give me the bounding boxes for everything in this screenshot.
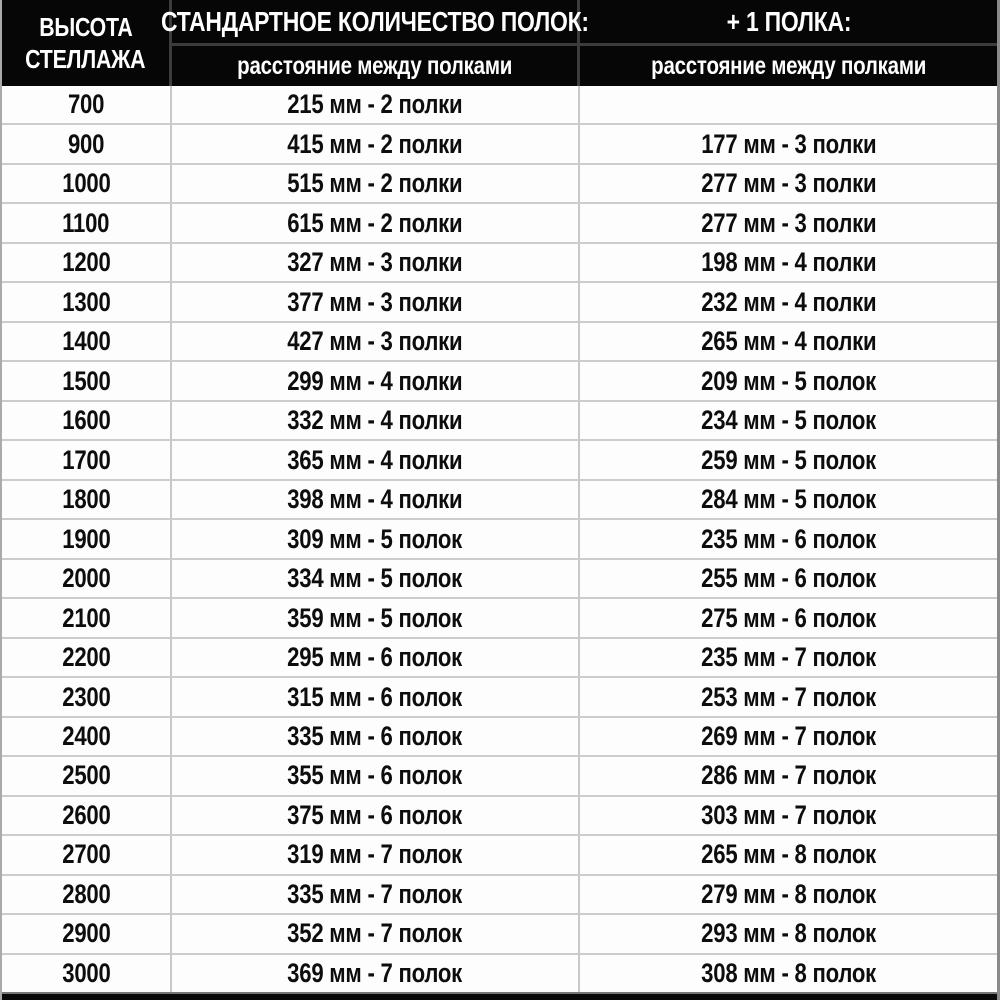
plus-one-spacing-cell <box>580 876 997 913</box>
standard-spacing-cell <box>172 362 580 399</box>
rack-height-value: 1200 <box>61 247 111 278</box>
table-row <box>2 165 997 204</box>
standard-spacing-value: 352 мм - 7 полок <box>287 918 463 949</box>
rack-height-cell <box>2 876 172 913</box>
plus-one-spacing-value: 255 мм - 6 полок <box>701 563 876 594</box>
table-row <box>2 86 997 125</box>
plus-one-spacing-value: 303 мм - 7 полок <box>701 799 876 830</box>
rack-height-value: 1900 <box>61 523 111 554</box>
standard-spacing-cell <box>172 836 580 873</box>
standard-spacing-value: 427 мм - 3 полки <box>287 326 463 357</box>
rack-height-cell <box>2 323 172 360</box>
rack-height-cell <box>2 599 172 636</box>
rack-height-value: 900 <box>67 128 105 159</box>
plus-one-spacing-value: 232 мм - 4 полки <box>700 286 877 317</box>
standard-spacing-cell <box>172 678 580 715</box>
plus-one-spacing-cell <box>580 481 997 518</box>
table-row <box>2 876 997 915</box>
standard-spacing-value: 377 мм - 3 полки <box>287 286 463 317</box>
rack-height-cell <box>2 441 172 478</box>
rack-height-cell <box>2 283 172 320</box>
rack-height-cell <box>2 718 172 755</box>
table-row <box>2 520 997 559</box>
standard-spacing-value: 335 мм - 7 полок <box>287 878 463 909</box>
standard-spacing-cell <box>172 244 580 281</box>
rack-height-cell <box>2 402 172 439</box>
rack-height-value: 2600 <box>61 799 111 830</box>
standard-spacing-value: 369 мм - 7 полок <box>287 957 463 988</box>
rack-height-cell <box>2 797 172 834</box>
table-row <box>2 125 997 164</box>
standard-spacing-value: 355 мм - 6 полок <box>287 760 463 791</box>
plus-one-spacing-value: 275 мм - 6 полок <box>701 602 876 633</box>
standard-spacing-cell <box>172 204 580 241</box>
plus-one-spacing-cell <box>580 560 997 597</box>
rack-height-value: 1100 <box>62 207 110 238</box>
bottom-cutoff-strip <box>2 992 997 1000</box>
rack-height-value: 2000 <box>61 563 111 594</box>
standard-spacing-value: 327 мм - 3 полки <box>287 247 463 278</box>
plus-one-spacing-value: 253 мм - 7 полок <box>701 681 876 712</box>
standard-spacing-value: 332 мм - 4 полки <box>287 405 463 436</box>
standard-spacing-value: 615 мм - 2 полки <box>287 207 463 238</box>
rack-height-cell <box>2 481 172 518</box>
table-row <box>2 362 997 401</box>
plus-one-spacing-cell <box>580 599 997 636</box>
rack-height-cell <box>2 678 172 715</box>
plus-one-spacing-value: 235 мм - 7 полок <box>701 642 876 673</box>
plus-one-spacing-cell <box>580 797 997 834</box>
plus-one-spacing-value: 269 мм - 7 полок <box>701 720 876 751</box>
standard-spacing-value: 215 мм - 2 полки <box>287 89 463 120</box>
standard-spacing-cell <box>172 797 580 834</box>
rack-height-value: 700 <box>67 89 105 120</box>
rack-height-value: 1400 <box>61 326 111 357</box>
plus-one-spacing-value: 277 мм - 3 полки <box>700 207 877 238</box>
standard-spacing-cell <box>172 520 580 557</box>
table-row <box>2 718 997 757</box>
standard-spacing-cell <box>172 402 580 439</box>
plus-one-spacing-cell <box>580 678 997 715</box>
standard-spacing-value: 334 мм - 5 полок <box>287 563 463 594</box>
rack-height-value: 2400 <box>61 720 111 751</box>
rack-height-value: 2700 <box>61 839 111 870</box>
standard-spacing-value: 359 мм - 5 полок <box>287 602 463 633</box>
header-rack-height-line2: СТЕЛЛАЖА <box>25 44 146 74</box>
plus-one-spacing-cell <box>580 836 997 873</box>
standard-spacing-value: 309 мм - 5 полок <box>287 523 463 554</box>
rack-height-cell <box>2 955 172 992</box>
standard-spacing-cell <box>172 757 580 794</box>
plus-one-spacing-value: 209 мм - 5 полок <box>701 365 876 396</box>
plus-one-spacing-cell <box>580 915 997 952</box>
table-row <box>2 599 997 638</box>
standard-spacing-cell <box>172 481 580 518</box>
table-header <box>2 0 997 86</box>
standard-spacing-value: 299 мм - 4 полки <box>287 365 463 396</box>
standard-spacing-cell <box>172 165 580 202</box>
table-row <box>2 441 997 480</box>
header-standard-shelves <box>160 0 589 86</box>
plus-one-spacing-value: 286 мм - 7 полок <box>701 760 876 791</box>
plus-one-spacing-value: 277 мм - 3 полки <box>700 168 877 199</box>
rack-height-cell <box>2 86 172 123</box>
standard-spacing-cell <box>172 718 580 755</box>
plus-one-spacing-cell <box>580 125 997 162</box>
rack-height-value: 2800 <box>61 878 111 909</box>
table-row <box>2 955 997 992</box>
rack-height-value: 1000 <box>61 168 111 199</box>
rack-height-value: 1800 <box>61 484 111 515</box>
header-standard-shelves-title: СТАНДАРТНОЕ КОЛИЧЕСТВО ПОЛОК: <box>172 0 577 46</box>
header-plus-one-shelf <box>580 0 997 86</box>
rack-height-value: 1300 <box>61 286 111 317</box>
standard-spacing-cell <box>172 560 580 597</box>
plus-one-spacing-cell <box>580 757 997 794</box>
table-body <box>2 86 997 992</box>
plus-one-spacing-cell <box>580 639 997 676</box>
plus-one-spacing-cell <box>580 323 997 360</box>
table-row <box>2 757 997 796</box>
table-row <box>2 204 997 243</box>
header-standard-shelves-subtitle: расстояние между полками <box>237 51 512 80</box>
rack-height-cell <box>2 244 172 281</box>
plus-one-spacing-value: 284 мм - 5 полок <box>701 484 876 515</box>
rack-height-value: 2200 <box>61 642 111 673</box>
standard-spacing-cell <box>172 915 580 952</box>
header-rack-height-line1: ВЫСОТА <box>38 11 133 42</box>
standard-spacing-cell <box>172 441 580 478</box>
rack-height-value: 2900 <box>61 918 111 949</box>
plus-one-spacing-value: 265 мм - 4 полки <box>700 326 877 357</box>
plus-one-spacing-cell <box>580 955 997 992</box>
standard-spacing-cell <box>172 955 580 992</box>
standard-spacing-value: 295 мм - 6 полок <box>287 642 463 673</box>
plus-one-spacing-value: 234 мм - 5 полок <box>701 405 876 436</box>
table-row <box>2 915 997 954</box>
table-row <box>2 283 997 322</box>
plus-one-spacing-cell <box>580 441 997 478</box>
plus-one-spacing-value: 259 мм - 5 полок <box>701 444 876 475</box>
table-row <box>2 836 997 875</box>
table-row <box>2 560 997 599</box>
standard-spacing-cell <box>172 86 580 123</box>
plus-one-spacing-cell <box>580 718 997 755</box>
plus-one-spacing-value: 177 мм - 3 полки <box>700 128 877 159</box>
rack-height-cell <box>2 915 172 952</box>
rack-height-cell <box>2 757 172 794</box>
plus-one-spacing-cell <box>580 165 997 202</box>
plus-one-spacing-value: 308 мм - 8 полок <box>701 957 876 988</box>
standard-spacing-value: 335 мм - 6 полок <box>287 720 463 751</box>
rack-height-value: 1600 <box>61 405 111 436</box>
table-row <box>2 323 997 362</box>
table-row <box>2 797 997 836</box>
standard-spacing-value: 319 мм - 7 полок <box>287 839 463 870</box>
plus-one-spacing-cell <box>580 362 997 399</box>
standard-spacing-value: 315 мм - 6 полок <box>287 681 463 712</box>
table-row <box>2 244 997 283</box>
standard-spacing-value: 375 мм - 6 полок <box>287 799 463 830</box>
table-row <box>2 402 997 441</box>
standard-spacing-value: 365 мм - 4 полки <box>287 444 463 475</box>
rack-height-cell <box>2 520 172 557</box>
rack-height-cell <box>2 165 172 202</box>
standard-spacing-value: 515 мм - 2 полки <box>287 168 463 199</box>
plus-one-spacing-cell <box>580 402 997 439</box>
standard-spacing-cell <box>172 283 580 320</box>
plus-one-spacing-value: 235 мм - 6 полок <box>701 523 876 554</box>
table-row <box>2 481 997 520</box>
rack-height-cell <box>2 362 172 399</box>
plus-one-spacing-value: 198 мм - 4 полки <box>700 247 877 278</box>
standard-spacing-cell <box>172 125 580 162</box>
plus-one-spacing-cell <box>580 204 997 241</box>
plus-one-spacing-value: 279 мм - 8 полок <box>701 878 876 909</box>
plus-one-spacing-cell <box>580 283 997 320</box>
standard-spacing-cell <box>172 639 580 676</box>
standard-spacing-cell <box>172 323 580 360</box>
rack-height-value: 3000 <box>61 957 111 988</box>
rack-height-cell <box>2 639 172 676</box>
table-row <box>2 639 997 678</box>
standard-spacing-cell <box>172 599 580 636</box>
plus-one-spacing-value: 265 мм - 8 полок <box>701 839 876 870</box>
rack-height-cell <box>2 125 172 162</box>
rack-height-cell <box>2 204 172 241</box>
rack-height-value: 2300 <box>61 681 111 712</box>
header-plus-one-shelf-subtitle: расстояние между полками <box>651 51 926 80</box>
rack-height-value: 2100 <box>61 602 111 633</box>
standard-spacing-cell <box>172 876 580 913</box>
header-plus-one-shelf-title: + 1 ПОЛКА: <box>580 0 997 46</box>
rack-height-cell <box>2 836 172 873</box>
rack-height-value: 2500 <box>61 760 111 791</box>
plus-one-spacing-value: 293 мм - 8 полок <box>701 918 876 949</box>
rack-height-value: 1500 <box>61 365 111 396</box>
header-rack-height <box>2 0 172 86</box>
rack-height-value: 1700 <box>61 444 111 475</box>
table-row <box>2 678 997 717</box>
rack-height-cell <box>2 560 172 597</box>
standard-spacing-value: 398 мм - 4 полки <box>287 484 463 515</box>
plus-one-spacing-cell <box>580 86 997 123</box>
plus-one-spacing-cell <box>580 520 997 557</box>
plus-one-spacing-cell <box>580 244 997 281</box>
standard-spacing-value: 415 мм - 2 полки <box>287 128 463 159</box>
